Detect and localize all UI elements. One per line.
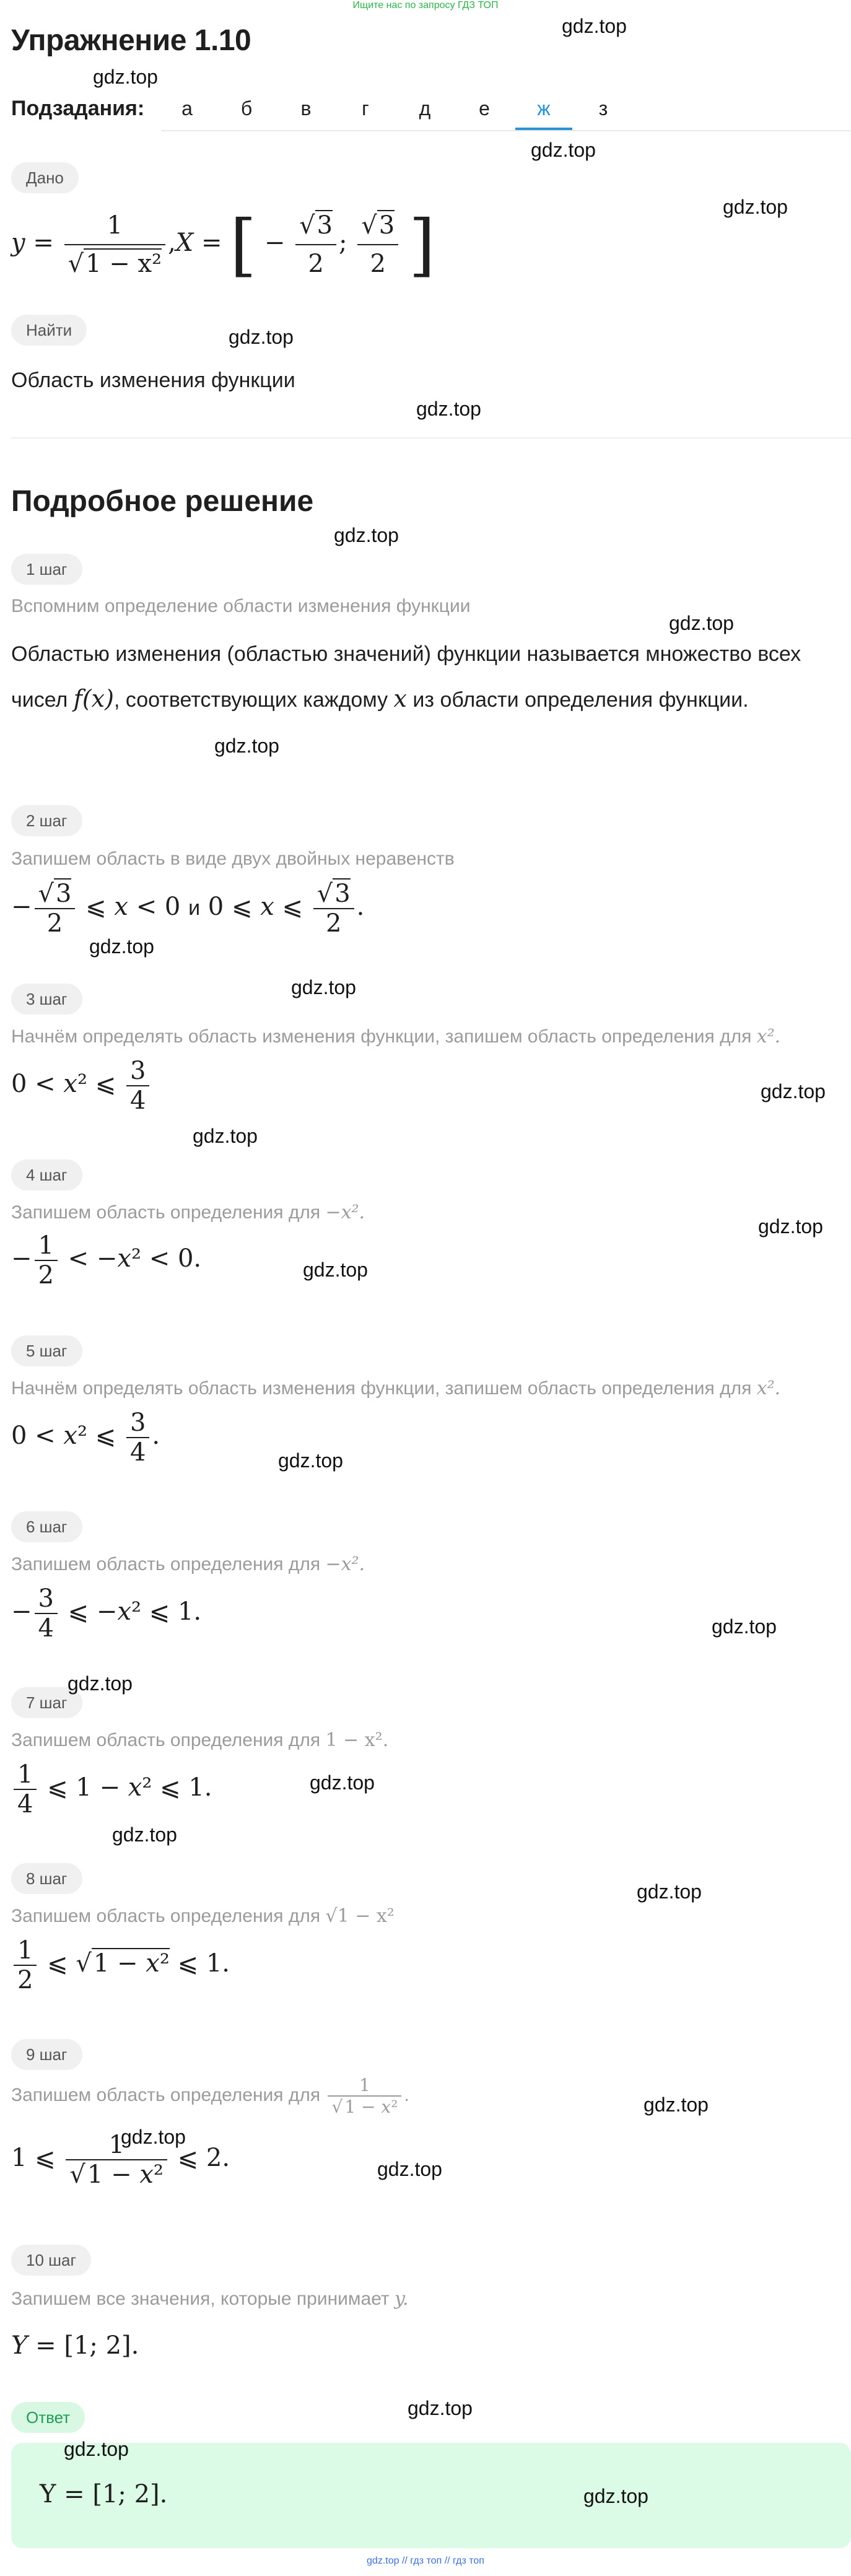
step-4-hint-math: −x². [325, 1202, 365, 1223]
watermark: gdz.top [723, 196, 788, 218]
step-5-formula: 0 < x² ⩽ $\frac{3}{4}$ . [11, 1408, 160, 1467]
step-1-x: x [393, 685, 407, 712]
watermark: gdz.top [712, 1615, 777, 1638]
find-text: Область изменения функции [11, 369, 295, 392]
step-9-hint-math: $\frac{1}{\text{√ 1 − x²}}$ [328, 2075, 401, 2117]
watermark: gdz.top [310, 1771, 375, 1794]
watermark: gdz.top [377, 2158, 442, 2180]
step-3-badge: 3 шаг [11, 984, 82, 1015]
watermark: gdz.top [93, 66, 158, 88]
step-3-formula: 0 < x² ⩽ $\frac{3}{4}$ [11, 1057, 152, 1115]
step-4-hint [11, 1202, 365, 1223]
subtask-tab-a[interactable]: а [181, 97, 193, 120]
watermark: gdz.top [583, 2485, 648, 2507]
tabs-divider [161, 130, 851, 131]
step-10-hint-math: y. [394, 2288, 409, 2310]
answer-value: Y = [1; 2]. [40, 2480, 168, 2508]
given-minus: − [264, 229, 286, 257]
step-2-conj: и [188, 896, 201, 920]
watermark: gdz.top [214, 735, 279, 757]
search-notice: Ищите нас по запросу ГДЗ ТОП [352, 0, 499, 11]
step-9-hint: Запишем область определения для $\frac{1}{\text{√ 1 − x²}}$ . [11, 2075, 409, 2117]
step-10-badge: 10 шаг [11, 2245, 91, 2276]
given-bound-right-num: √3 [361, 211, 395, 240]
watermark: gdz.top [303, 1259, 368, 1281]
step-7-hint-text: Запишем область определения для [11, 1730, 321, 1750]
step-3-hint [11, 1026, 780, 1047]
given-bound-left-num: √3 [299, 211, 333, 240]
step-3-hint-math: x². [756, 1026, 781, 1047]
step-7-hint-math: 1 − x². [325, 1729, 389, 1751]
step-6-badge: 6 шаг [11, 1511, 82, 1542]
watermark: gdz.top [416, 398, 481, 420]
given-badge: Дано [11, 162, 79, 193]
step-9-hint-text: Запишем область определения для [11, 2084, 321, 2105]
watermark: gdz.top [758, 1215, 823, 1238]
watermark: gdz.top [644, 2094, 709, 2116]
step-1-text-c: из области определения функции. [406, 688, 749, 712]
watermark: gdz.top [761, 1080, 826, 1102]
given-bound-right-den: 2 [357, 244, 398, 282]
watermark: gdz.top [64, 2438, 129, 2460]
subtask-tab-v[interactable]: в [300, 97, 312, 120]
step-1-text [11, 632, 841, 722]
step-8-badge: 8 шаг [11, 1863, 82, 1894]
given-bound-right [357, 207, 398, 282]
step-4-hint-text: Запишем область определения для [11, 1202, 321, 1223]
subtask-tab-zh[interactable]: ж [515, 87, 572, 130]
step-4-badge: 4 шаг [11, 1159, 82, 1190]
given-fraction-den: √1 − x² [64, 244, 166, 282]
step-1-text-a: Областью изменения (областью значений) функции называется множество всех чисел [11, 642, 801, 712]
step-5-hint [11, 1378, 780, 1399]
solution-title: Подробное решение [11, 485, 314, 518]
given-bound-left [295, 207, 336, 282]
step-2-badge: 2 шаг [11, 805, 82, 836]
given-formula: y = $\frac{1}{\text{√1 − x²}}$ ,X = [ − $\frac{√3}{2}$ ; $\frac{√3}{2}$ ] [11, 205, 435, 284]
watermark: gdz.top [669, 612, 734, 634]
step-1-fx: f(x) [73, 685, 114, 712]
step-7-formula: $\frac{1}{4}$ ⩽ 1 − x² ⩽ 1. [11, 1760, 212, 1818]
step-10-hint [11, 2288, 408, 2310]
step-8-hint-text: Запишем область определения для [11, 1906, 321, 1926]
step-8-formula: $\frac{1}{2}$ ⩽ √1 − x² ⩽ 1. [11, 1936, 230, 1994]
step-5-hint-math: x². [756, 1378, 781, 1399]
step-10-hint-text: Запишем все значения, которые принимает [11, 2289, 390, 2309]
subtasks-label: Подзадания: [11, 97, 145, 120]
watermark: gdz.top [229, 326, 294, 348]
step-6-hint-math: −x². [325, 1553, 365, 1575]
watermark: gdz.top [562, 15, 627, 37]
given-bound-right-sqrt: 3 [377, 210, 395, 240]
step-9-badge: 9 шаг [11, 2039, 82, 2070]
step-2-formula: − $\frac{√3}{2}$ ⩽ x < 0 и 0 ⩽ x ⩽ $\frac{√3}{2}$ . [11, 880, 365, 938]
step-5-hint-text: Начнём определять область изменения функции, запишем область определения для [11, 1378, 752, 1399]
step-1-badge: 1 шаг [11, 554, 82, 585]
step-8-hint-math: √1 − x² [325, 1905, 395, 1927]
watermark: gdz.top [408, 2397, 473, 2419]
step-1-hint: Вспомним определение области изменения функции [11, 596, 471, 616]
watermark: gdz.top [68, 1672, 133, 1695]
footer-links[interactable]: gdz.top // гдз топ // гдз топ [367, 2556, 484, 2566]
watermark: gdz.top [121, 2126, 186, 2148]
step-9-formula: 1 ⩽ $\frac{1}{\text{√1 − x²}}$ ⩽ 2. [11, 2131, 230, 2189]
given-eq-2: = [201, 229, 222, 257]
watermark: gdz.top [89, 935, 154, 958]
watermark: gdz.top [334, 524, 399, 546]
section-divider [11, 437, 851, 439]
watermark: gdz.top [112, 1823, 177, 1846]
subtask-tab-d[interactable]: д [419, 97, 431, 120]
step-7-badge: 7 шаг [11, 1687, 82, 1718]
right-bracket: ] [408, 205, 435, 284]
answer-badge: Ответ [11, 2402, 85, 2433]
watermark: gdz.top [531, 139, 596, 161]
step-2-hint: Запишем область в виде двух двойных неравенств [11, 849, 455, 869]
step-3-hint-text: Начнём определять область изменения функции, запишем область определения для [11, 1026, 752, 1047]
given-fraction [64, 207, 166, 282]
given-set-x: X [175, 229, 194, 257]
step-6-hint-text: Запишем область определения для [11, 1554, 321, 1574]
page-title: Упражнение 1.10 [11, 24, 251, 57]
step-6-formula: − $\frac{3}{4}$ ⩽ −x² ⩽ 1. [11, 1584, 202, 1643]
given-sqrt-body: 1 − x² [84, 248, 162, 278]
subtask-tab-e[interactable]: е [479, 97, 490, 120]
given-y: y [11, 229, 25, 257]
subtask-tab-b[interactable]: б [240, 97, 253, 120]
given-bound-left-den: 2 [295, 244, 336, 282]
step-7-hint [11, 1729, 388, 1751]
step-5-badge: 5 шаг [11, 1335, 82, 1366]
step-4-formula: − $\frac{1}{2}$ < −x² < 0. [11, 1231, 202, 1290]
subtask-tab-z[interactable]: з [598, 97, 608, 120]
watermark: gdz.top [637, 1880, 702, 1903]
watermark: gdz.top [193, 1125, 258, 1147]
step-1-text-b: , соответствующих каждому [113, 688, 394, 712]
given-sep: ; [339, 229, 347, 257]
given-bound-left-sqrt: 3 [315, 210, 333, 240]
given-eq: = [33, 229, 54, 257]
watermark: gdz.top [291, 976, 356, 998]
left-bracket: [ [230, 205, 257, 284]
subtask-tab-g[interactable]: г [362, 97, 369, 120]
step-8-hint [11, 1905, 395, 1927]
given-fraction-num: 1 [107, 211, 123, 240]
step-6-hint [11, 1553, 365, 1575]
step-10-formula: Y = [1; 2]. [11, 2331, 139, 2360]
find-badge: Найти [11, 315, 87, 346]
watermark: gdz.top [278, 1449, 343, 1472]
